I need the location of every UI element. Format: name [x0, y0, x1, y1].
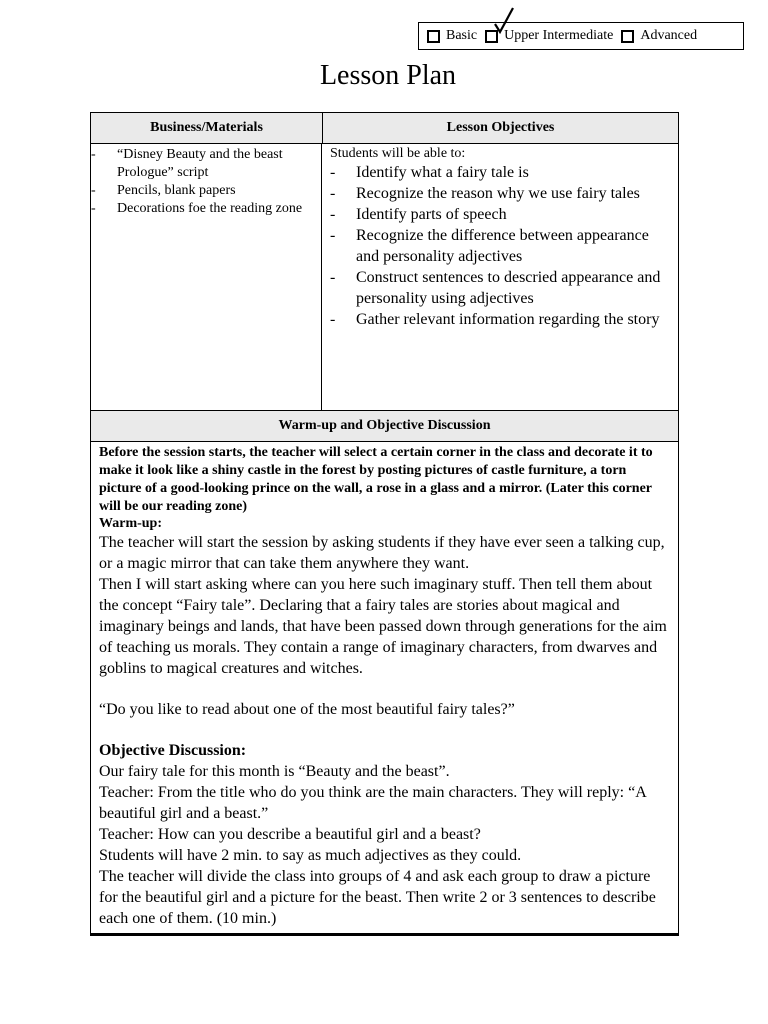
objectives-cell [322, 144, 678, 410]
list-item: - Identify parts of speech [330, 204, 672, 225]
list-item: - Recognize the difference between appearance and personality adjectives [330, 225, 672, 267]
checkmark-icon [493, 6, 515, 36]
warmup-label: Warm-up: [99, 516, 162, 531]
table-header-row [91, 113, 678, 144]
list-item: - Construct sentences to descried appearance and personality using adjectives [330, 267, 672, 309]
level-label-basic: Basic [446, 28, 478, 43]
level-option-upper-intermediate[interactable] [485, 28, 613, 44]
level-option-basic[interactable] [427, 28, 477, 44]
lesson-plan-table [90, 112, 679, 936]
level-selector [418, 22, 744, 50]
warmup-question: “Do you like to read about one of the most beautiful fairy tales?” [99, 701, 515, 718]
list-item: - Identify what a fairy tale is [330, 162, 672, 183]
objectives-header: Lesson Objectives [446, 120, 555, 135]
table-body-row [91, 144, 678, 411]
objective-discussion-label: Objective Discussion: [99, 742, 247, 759]
checkbox-icon[interactable] [621, 30, 634, 43]
discussion-line: Students will have 2 min. to say as much adjectives as they could. [99, 847, 522, 864]
materials-header: Business/Materials [91, 113, 323, 143]
objectives-list [330, 162, 672, 330]
level-label-advanced: Advanced [640, 28, 698, 43]
list-item: - Decorations foe the reading zone [91, 200, 313, 218]
objectives-intro: Students will be able to: [330, 146, 466, 161]
level-label-upper-intermediate: Upper Intermediate [504, 28, 614, 43]
list-item: - Recognize the reason why we use fairy tales [330, 183, 672, 204]
materials-list [117, 146, 313, 218]
level-option-advanced[interactable] [621, 28, 697, 44]
warmup-paragraph: The teacher will start the session by asking students if they have ever seen a talking cup, or a magic mirror that can take them anywhere they want. [99, 534, 665, 572]
page-title: Lesson Plan [319, 60, 457, 91]
discussion-line: Our fairy tale for this month is “Beauty and the beast”. [99, 763, 450, 780]
list-item: - Pencils, blank papers [91, 182, 313, 200]
list-item: - Gather relevant information regarding the story [330, 309, 672, 330]
warmup-intro: Before the session starts, the teacher will select a certain corner in the class and decorate it to make it look like a shiny castle in the forest by posting pictures of castle furniture, a torn picture of a good-looking prince on the wall, a rose in a glass and a mirror. (Later this corner will be our reading zone) [99, 445, 653, 514]
discussion-line: Teacher: From the title who do you think are the main characters. They will reply: “A beautiful girl and a beast.” [99, 784, 646, 822]
warmup-section [91, 442, 678, 935]
warmup-section-header: Warm-up and Objective Discussion [91, 411, 678, 442]
warmup-paragraph: Then I will start asking where can you here such imaginary stuff. Then tell them about the concept “Fairy tale”. Declaring that a fairy tales are stories about magical and imaginary beings and lands, that have been passed down through generations for the aim of teaching us morals. They contain a range of imaginary characters, from dwarves and goblins to magical creatures and witches. [99, 576, 667, 677]
discussion-line: Teacher: How can you describe a beautiful girl and a beast? [99, 826, 481, 843]
list-item: - “Disney Beauty and the beast Prologue” script [91, 146, 313, 182]
checkbox-icon[interactable] [427, 30, 440, 43]
materials-cell [91, 144, 322, 410]
discussion-line: The teacher will divide the class into groups of 4 and ask each group to draw a picture for the beautiful girl and a picture for the beast. Then write 2 or 3 sentences to describe each one of them. (10 min.) [99, 868, 656, 927]
